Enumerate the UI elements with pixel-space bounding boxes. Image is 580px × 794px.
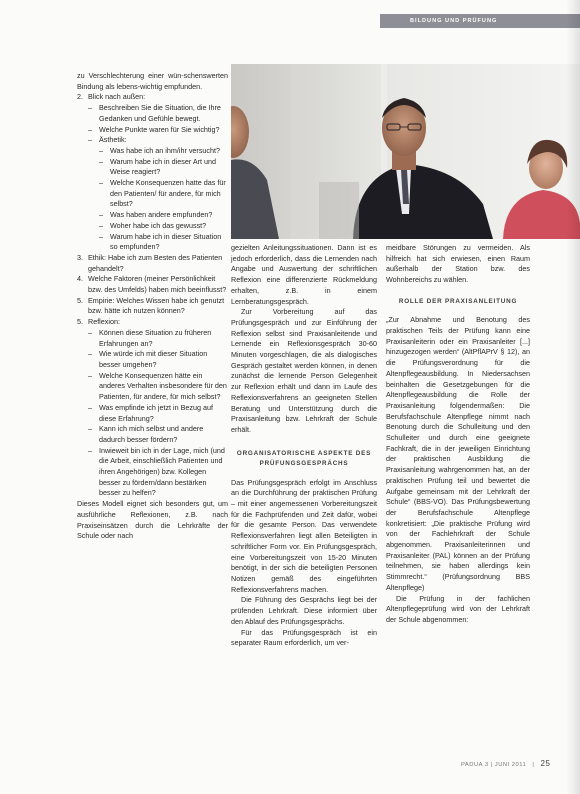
list-item — [77, 135, 228, 146]
column-right — [386, 243, 530, 626]
list-marker: – — [88, 445, 92, 455]
list-marker: – — [99, 220, 103, 230]
col3-paragraph-3: Die Prüfung in der fachlichen Altenpflegeprüfung wird von der Lehrkraft der Schule abgenommen: — [386, 593, 530, 624]
footer-separator: | — [532, 762, 535, 768]
list-marker: 4. — [77, 274, 83, 284]
list-item — [77, 146, 228, 157]
list-item-text: Ethik: Habe ich zum Besten des Patienten gehandelt? — [88, 252, 223, 273]
col2-paragraph-4: Die Führung des Gesprächs liegt bei der prüfenden Lehrkraft. Diese informiert über den Ablauf des Prüfungsgesprächs. — [231, 595, 377, 626]
list-item-text: Inwieweit bin ich in der Lage, mich (und die Arbeit, einschließlich Patienten und ihren Angehörigen) bzw. Kollegen besser zu fördern/dann bestärken besser zu helfen? — [99, 445, 225, 498]
list-item — [77, 328, 228, 349]
list-item — [77, 125, 228, 136]
list-item — [77, 157, 228, 178]
list-item-text: Beschreiben Sie die Situation, die Ihre Gedanken und Gefühle bewegt. — [99, 103, 221, 123]
col3-paragraph-1: meidbare Störungen zu vermeiden. Als hilfreich hat sich erwiesen, einen Raum außerhalb der Station bzw. des Wohnbereichs zu wählen. — [386, 243, 530, 285]
list-item-text: Welche Konsequenzen hatte das für den Patienten/ für andere, für mich selbst? — [110, 178, 226, 209]
list-marker: 2. — [77, 92, 83, 102]
list-marker: – — [88, 103, 92, 113]
list-item — [77, 232, 228, 253]
list-item — [77, 371, 228, 403]
header-band-text: BILDUNG UND PRÜFUNG — [410, 18, 498, 24]
list-item-text: Was habe ich an ihm/ihr versucht? — [110, 145, 220, 155]
list-item-text: Wie würde ich mit dieser Situation besser umgehen? — [99, 349, 208, 369]
page-footer — [461, 759, 550, 768]
list-marker: – — [88, 370, 92, 380]
list-marker: 5. — [77, 317, 83, 327]
list-item-text: Kann ich mich selbst und andere dadurch besser fördern? — [99, 424, 204, 444]
list-marker: – — [88, 124, 92, 134]
list-marker: – — [99, 156, 103, 166]
numbered-list — [77, 92, 228, 499]
col2-paragraph-1: gezielten Anleitungssituationen. Dann ist es jedoch erforderlich, dass die Lernenden nach Angabe und Auswertung der schriftlichen Reflexion eine differenzierte Rückmeldung erhalten, z.B. in einem Lernberatungsgespräch. — [231, 243, 377, 306]
list-item — [77, 403, 228, 424]
list-marker: – — [88, 135, 92, 145]
col1-outro: Dieses Modell eignet sich besonders gut, um ausführliche Reflexionen, z.B. nach Praxiseinsätzen durch die Lehrkräfte der Schule oder nach — [77, 499, 228, 541]
list-marker: – — [99, 145, 103, 155]
list-item — [77, 274, 228, 295]
col2-paragraph-3: Das Prüfungsgespräch erfolgt im Anschluss an die Durchführung der praktischen Prüfung – mit einer angemessenen Vorbereitungszeit für die Fachprüfenden und Zeit dafür, wobei für die gesamte Person. Das verwendete Reflexionsverfahren liegt allen Beteiligten in schriftlicher Form vor. Ein Prüfungsgespräch, eine Vorbereitungszeit von 15-20 Minuten benötigt, in der sich die beteiligten Personen Notizen gemäß des eingeführten Reflexionsverfahrens machen. — [231, 477, 377, 594]
list-marker: – — [99, 178, 103, 188]
col2-paragraph-2: Zur Vorbereitung auf das Prüfungsgespräch und zur Einführung der Reflexion selbst sind Praxisanleitende und Lernende ein Reflexionsgespräch 30-60 Minuten vorgeschlagen, die als dialogisches Gespräch gestaltet werden können, in denen zunächst die lernende Person Gelegenheit zur Reflexion erhält und dann im Laufe des Reflexionsverfahrens an geeigneten Stellen Beratung und Unterstützung durch die Praxisanleitung bzw. Lehrkraft der Schule erhält. — [231, 307, 377, 434]
list-marker: – — [88, 424, 92, 434]
list-marker: – — [88, 402, 92, 412]
list-item — [77, 296, 228, 317]
col3-paragraph-2: „Zur Abnahme und Benotung des praktischen Teils der Prüfung kann eine Praxisanleiterin oder ein Praxisanleiter [...] hinzugezogen werden“ (AltPflAPrV § 12), an die Prüfungsverordnung für die Altenpflegeausbildung. In Niedersachsen beinhalten die Gesetzgebungen für die Altenpflegeausbildung die Rolle der Praxisanleitung folgendermaßen: Die Berufsfachschule Altenpflege nimmt nach Benotung durch die Schulleitung und den Schulleiter und durch eine geeignete Fachkraft, die in der jeweiligen Einrichtung der praktischen Ausbildung die Praxisanleitung wahrgenommen hat, an der praktischen Prüfung teil und bewertet die Aufgabe gemeinsam mit der Lehrkraft der Schule“ (BBS-VO). Das Prüfungsbewertung der Berufsfachschule Altenpflege konkretisiert: „Die praktische Prüfung wird von der Fachlehrkraft der Schule abgenommen. Praxisanleiterinnen und Praxisanleiter (PAL) können an der Prüfung teilnehmen, sie haben allerdings kein Stimmrecht.“ (Prüfungsordnung BBS Altenpflege) — [386, 315, 530, 592]
list-item-text: Welche Faktoren (meiner Persönlichkeit bzw. des Umfelds) haben mich beeinflusst? — [88, 274, 227, 295]
list-item — [77, 178, 228, 210]
list-item — [77, 349, 228, 370]
list-item-text: Welche Punkte waren für Sie wichtig? — [99, 124, 220, 134]
section-heading-organisatorisch: ORGANISATORISCHE ASPEKTE DES PRÜFUNGSGESPRÄCHS — [236, 449, 372, 468]
list-item-text: Reflexion: — [88, 317, 120, 327]
section-heading-praxisanleitung: ROLLE DER PRAXISANLEITUNG — [398, 297, 518, 305]
list-item-text: Können diese Situation zu früheren Erfahrungen an? — [99, 327, 212, 348]
header-band — [380, 14, 580, 28]
column-left — [77, 71, 228, 542]
list-item-text: Woher habe ich das gewusst? — [110, 220, 207, 230]
list-marker: – — [88, 349, 92, 359]
list-item-text: Ästhetik: — [99, 135, 127, 145]
list-marker: – — [99, 231, 103, 241]
list-item — [77, 103, 228, 124]
list-item-text: Was empfinde ich jetzt in Bezug auf diese Erfahrung? — [99, 402, 213, 423]
list-item — [77, 92, 228, 103]
list-item-text: Warum habe ich in dieser Art und Weise reagiert? — [110, 156, 217, 177]
list-item-text: Empirie: Welches Wissen habe ich genutzt bzw. hätte ich nutzen können? — [88, 295, 225, 316]
list-item-text: Warum habe ich in dieser Situation so empfunden? — [110, 231, 222, 252]
list-marker: – — [88, 327, 92, 337]
list-item-text: Was haben andere empfunden? — [110, 210, 213, 220]
list-item — [77, 253, 228, 274]
list-item — [77, 317, 228, 328]
list-marker: 3. — [77, 252, 83, 262]
col2-paragraph-5: Für das Prüfungsgespräch ist ein separater Raum erforderlich, um ver- — [231, 627, 377, 648]
issue-label: 3 | JUNI 2011 — [484, 762, 527, 768]
journal-name: PADUA — [461, 762, 483, 768]
list-item — [77, 424, 228, 445]
list-item-text: Welche Konsequenzen hätte ein anderes Verhalten insbesondere für den Patienten, für andere, für mich selbst? — [99, 370, 227, 402]
header-photo — [231, 64, 580, 239]
list-marker: – — [99, 210, 103, 220]
col1-intro: zu Verschlechterung einer wün-schenswerten Bindung als lebens-wichtig empfunden. — [77, 71, 228, 91]
list-item — [77, 210, 228, 221]
list-item — [77, 221, 228, 232]
page-number: 25 — [540, 759, 551, 768]
list-item — [77, 446, 228, 500]
column-middle — [231, 243, 377, 649]
photo-image — [231, 64, 580, 239]
list-item-text: Blick nach außen: — [88, 92, 146, 102]
list-marker: 5. — [77, 295, 83, 305]
